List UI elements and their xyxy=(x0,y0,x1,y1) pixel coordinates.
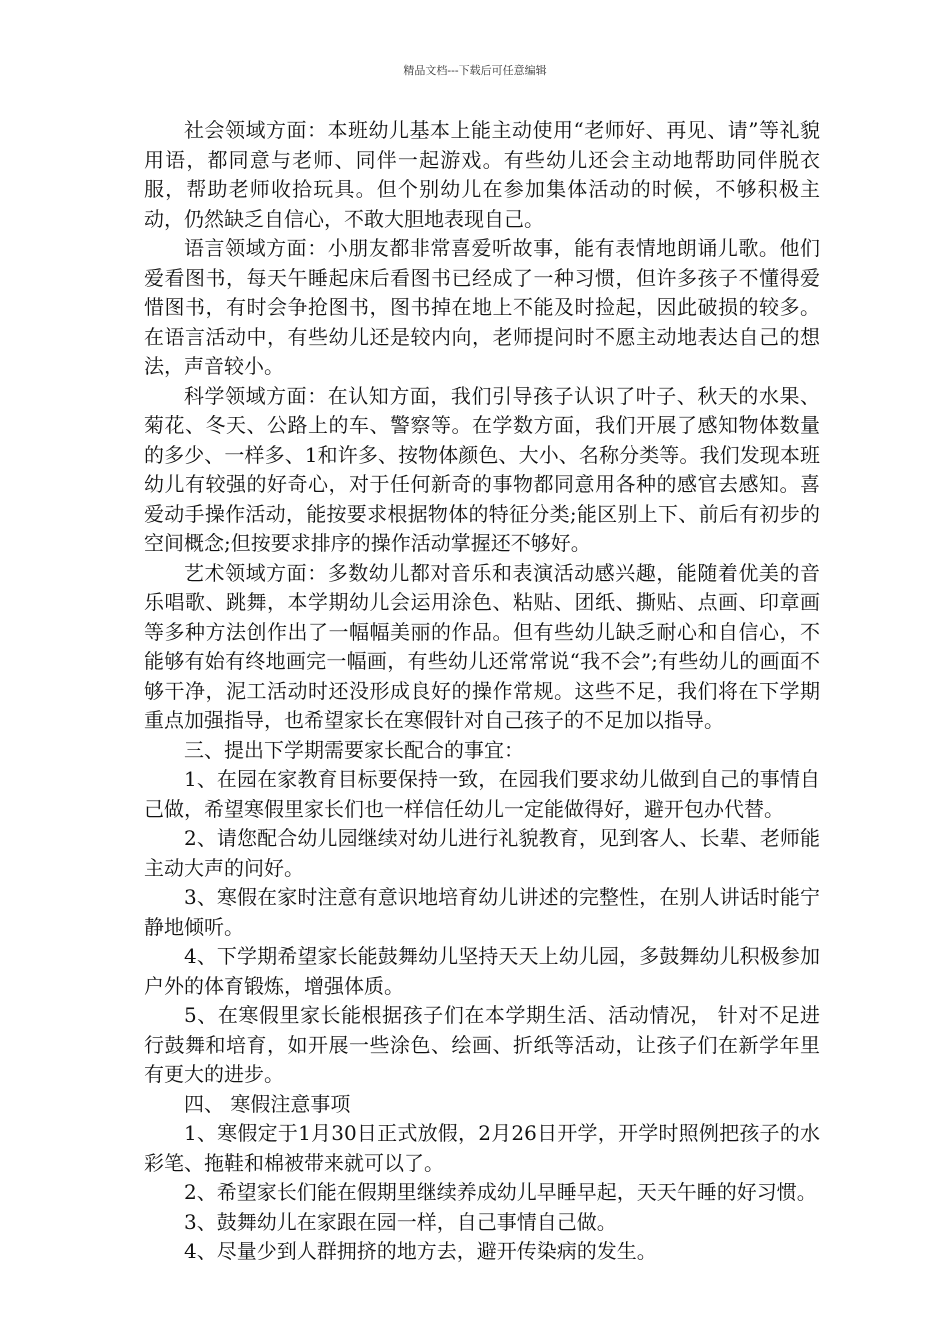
list-item-notes-4: 4、尽量少到人群拥挤的地方去，避开传染病的发生。 xyxy=(184,1239,657,1263)
page-header: 精品文档---下载后可任意编辑 xyxy=(403,64,547,77)
list-item-cooperation-3: 3、寒假在家时注意有意识地培育幼儿讲述的完整性，在别人讲话时能宁静地倾听。 xyxy=(144,885,820,939)
list-item-cooperation-1: 1、在园在家教育目标要保持一致，在园我们要求幼儿做到自己的事情自己做，希望寒假里家长们也一样信任幼儿一定能做得好，避开包办代替。 xyxy=(144,767,820,821)
list-item-notes-3: 3、鼓舞幼儿在家跟在园一样，自己事情自己做。 xyxy=(184,1209,617,1234)
list-item-notes-1: 1、寒假定于1月30日正式放假，2月26日开学，开学时照例把孩子的水彩笔、拖鞋和棉被带来就可以了。 xyxy=(144,1121,820,1175)
paragraph-science-domain: 科学领域方面：在认知方面，我们引导孩子认识了叶子、秋天的水果、菊花、冬天、公路上的车、警察等。在学数方面，我们开展了感知物体数量的多少、一样多、1和许多、按物体颜色、大小、名称分类等。我们发现本班幼儿有较强的好奇心，对于任何新奇的事物都同意用各种的感官去感知。喜爱动手操作活动，能按要求根据物体的特征分类;能区别上下、前后有初步的空间概念;但按要求排序的操作活动掌握还不够好。 xyxy=(144,383,820,555)
paragraph-social-domain: 社会领域方面：本班幼儿基本上能主动使用“老师好、再见、请”等礼貌用语，都同意与老师、同伴一起游戏。有些幼儿还会主动地帮助同伴脱衣服，帮助老师收拾玩具。但个别幼儿在参加集体活动的时候，不够积极主动，仍然缺乏自信心，不敢大胆地表现自己。 xyxy=(144,118,820,231)
list-item-cooperation-4: 4、下学期希望家长能鼓舞幼儿坚持天天上幼儿园，多鼓舞幼儿积极参加户外的体育锻炼，增强体质。 xyxy=(144,944,820,998)
section-heading-winter-break-notes: 四、 寒假注意事项 xyxy=(184,1091,351,1116)
list-item-notes-2: 2、希望家长们能在假期里继续养成幼儿早睡早起，天天午睡的好习惯。 xyxy=(184,1180,817,1204)
section-heading-parent-cooperation: 三、提出下学期需要家长配合的事宜： xyxy=(184,737,524,762)
list-item-cooperation-2: 2、请您配合幼儿园继续对幼儿进行礼貌教育，见到客人、长辈、老师能主动大声的问好。 xyxy=(144,826,820,880)
list-item-cooperation-5: 5、在寒假里家长能根据孩子们在本学期生活、活动情况， 针对不足进行鼓舞和培育，如开展一些涂色、绘画、折纸等活动，让孩子们在新学年里有更大的进步。 xyxy=(144,1003,820,1086)
document-body xyxy=(144,116,820,1267)
paragraph-language-domain: 语言领域方面：小朋友都非常喜爱听故事，能有表情地朗诵儿歌。他们爱看图书，每天午睡起床后看图书已经成了一种习惯，但许多孩子不懂得爱惜图书，有时会争抢图书，图书掉在地上不能及时捡起，因此破损的较多。在语言活动中，有些幼儿还是较内向，老师提问时不愿主动地表达自己的想法，声音较小。 xyxy=(144,236,820,378)
paragraph-art-domain: 艺术领域方面：多数幼儿都对音乐和表演活动感兴趣，能随着优美的音乐唱歌、跳舞，本学期幼儿会运用涂色、粘贴、团纸、撕贴、点画、印章画等多种方法创作出了一幅幅美丽的作品。但有些幼儿缺乏耐心和自信心，不能够有始有终地画完一幅画，有些幼儿还常常说“我不会”;有些幼儿的画面不够干净，泥工活动时还没形成良好的操作常规。这些不足，我们将在下学期重点加强指导，也希望家长在寒假针对自己孩子的不足加以指导。 xyxy=(144,560,820,732)
